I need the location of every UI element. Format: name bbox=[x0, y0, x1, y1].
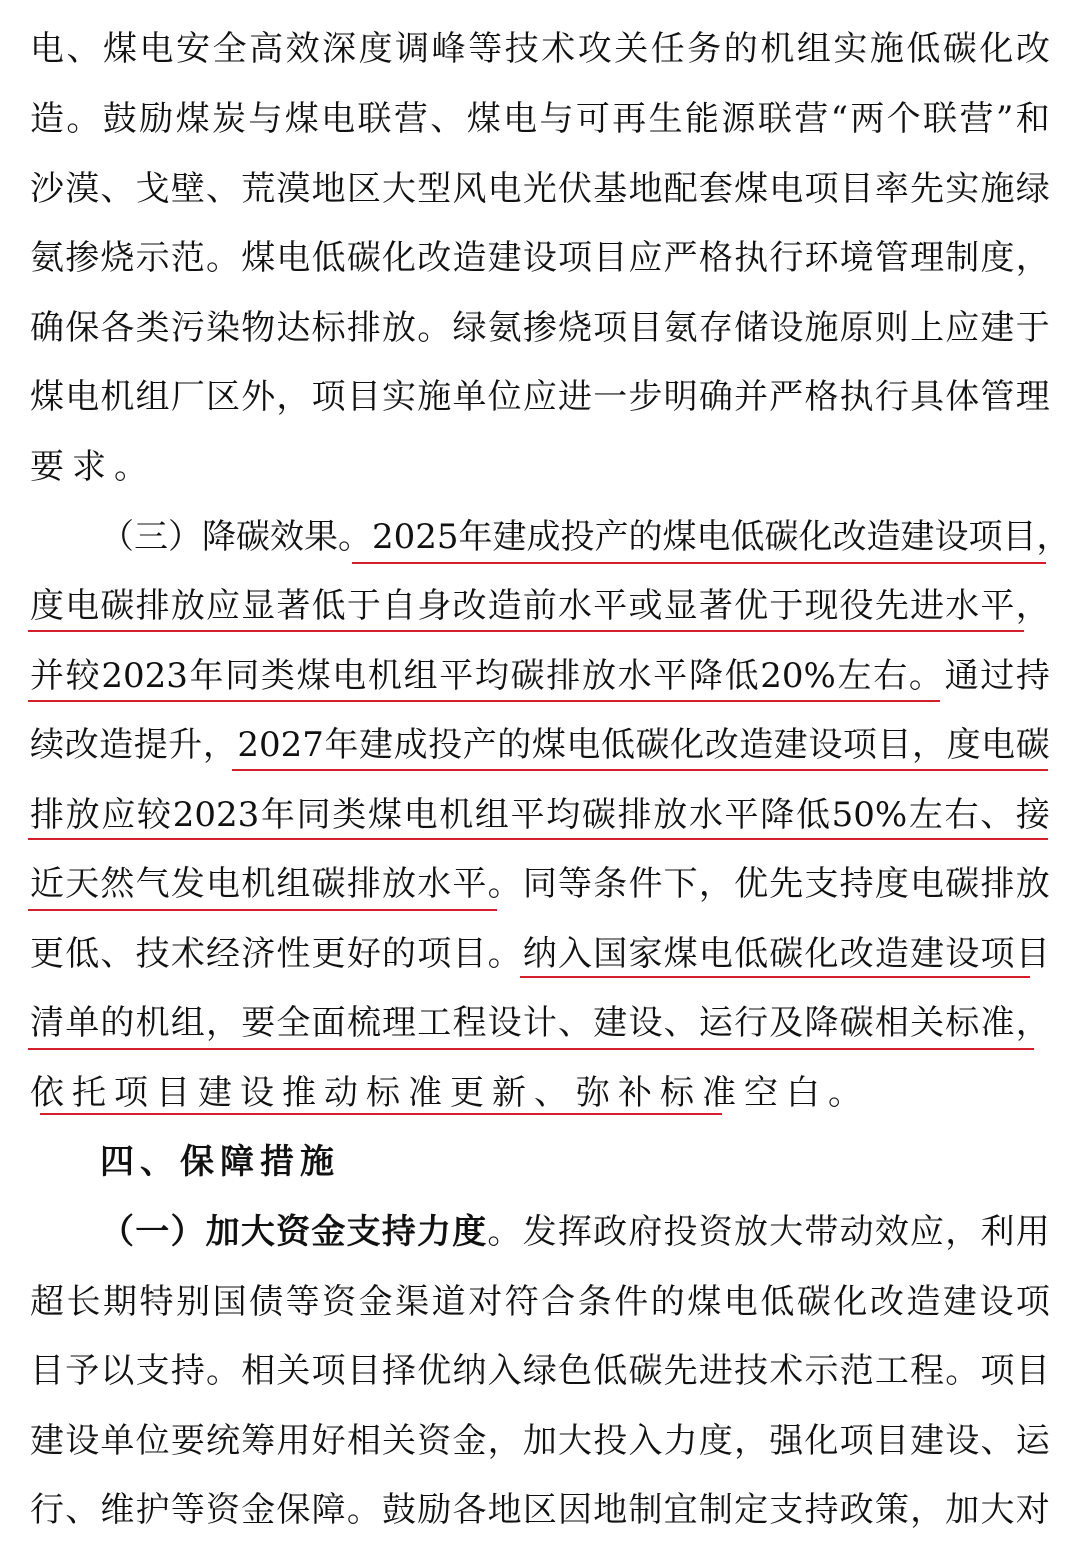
red-underline-annotation bbox=[40, 1113, 722, 1115]
text-line: 建 设 单 位 要 统 筹 用 好 相 关 资 金 ， 加 大 投 入 力 度 ， 强 化 项 目 建 设 、 运 bbox=[30, 1421, 1050, 1461]
text-line: 氨 掺 烧 示 范 。 煤 电 低 碳 化 改 造 建 设 项 目 应 严 格 执 行 环 境 管 理 制 度 ， bbox=[30, 238, 1050, 278]
text-line: 超 长 期 特 别 国 债 等 资 金 渠 道 对 符 合 条 件 的 煤 电 低 碳 化 改 造 建 设 项 bbox=[30, 1282, 1050, 1322]
text-line: 造 。 鼓 励 煤 炭 与 煤 电 联 营 、 煤 电 与 可 再 生 能 源 联 营 “ 两 个 联 营 ” 和 bbox=[30, 99, 1050, 139]
text-line: 煤 电 机 组 厂 区 外 ， 项 目 实 施 单 位 应 进 一 步 明 确 并 严 格 执 行 具 体 管 理 bbox=[30, 377, 1050, 417]
text-line: 电 、 煤 电 安 全 高 效 深 度 调 峰 等 技 术 攻 关 任 务 的 机 组 实 施 低 碳 化 改 bbox=[30, 29, 1050, 69]
text-line: 更 低 、 技 术 经 济 性 更 好 的 项 目 。 纳 入 国 家 煤 电 低 碳 化 改 造 建 设 项 目 bbox=[30, 934, 1050, 974]
red-underline-annotation bbox=[28, 909, 497, 911]
text-line: 确 保 各 类 污 染 物 达 标 排 放 。 绿 氨 掺 烧 项 目 氨 存 储 设 施 原 则 上 应 建 于 bbox=[30, 308, 1050, 348]
red-underline-annotation bbox=[28, 838, 1048, 840]
text-line: 度 电 碳 排 放 应 显 著 低 于 自 身 改 造 前 水 平 或 显 著 优 于 现 役 先 进 水 平 ， bbox=[30, 586, 1050, 626]
red-underline-annotation bbox=[28, 700, 940, 702]
text-line: 排 放 应 较 2023 年 同 类 煤 电 机 组 平 均 碳 排 放 水 平 降 低 50% 左 右 、 接 bbox=[30, 795, 1050, 835]
text-line: 近 天 然 气 发 电 机 组 碳 排 放 水 平 。 同 等 条 件 下 ， 优 先 支 持 度 电 碳 排 放 bbox=[30, 864, 1050, 904]
text-line: 续 改 造 提 升 ， 2027 年 建 成 投 产 的 煤 电 低 碳 化 改 造 建 设 项 目 ， 度 电 碳 bbox=[30, 725, 1050, 765]
text-line: 沙 漠 、 戈 壁 、 荒 漠 地 区 大 型 风 电 光 伏 基 地 配 套 煤 电 项 目 率 先 实 施 绿 bbox=[30, 169, 1050, 209]
text-line: 清 单 的 机 组 ， 要 全 面 梳 理 工 程 设 计 、 建 设 、 运 行 及 降 碳 相 关 标 准 ， bbox=[30, 1003, 1050, 1043]
red-underline-annotation bbox=[28, 630, 1024, 632]
text-line: 并 较 2023 年 同 类 煤 电 机 组 平 均 碳 排 放 水 平 降 低 20% 左 右 。 通 过 持 bbox=[30, 656, 1050, 696]
red-underline-annotation bbox=[232, 769, 1048, 771]
text-line: 目 予 以 支 持 。 相 关 项 目 择 优 纳 入 绿 色 低 碳 先 进 技 术 示 范 工 程 。 项 目 bbox=[30, 1351, 1050, 1391]
section-heading: 四 、 保 障 措 施 bbox=[100, 1142, 334, 1182]
text-line: 行 、 维 护 等 资 金 保 障 。 鼓 励 各 地 区 因 地 制 宜 制 定 支 持 政 策 ， 加 大 对 bbox=[30, 1490, 1050, 1530]
text-line: （ 三 ） 降 碳 效 果 。 2025 年 建 成 投 产 的 煤 电 低 碳 化 改 造 建 设 项 目 ， bbox=[100, 517, 1071, 557]
red-underline-annotation bbox=[352, 562, 1046, 564]
text-line: 要 求 。 bbox=[30, 447, 148, 487]
red-underline-annotation bbox=[520, 976, 1030, 978]
text-line: 依 托 项 目 建 设 推 动 标 准 更 新 、 弥 补 标 准 空 白 。 bbox=[30, 1073, 862, 1113]
red-underline-annotation bbox=[28, 1048, 1034, 1050]
text-line: （ 一 ） 加 大 资 金 支 持 力 度 。 发 挥 政 府 投 资 放 大 带 动 效 应 ， 利 用 bbox=[100, 1212, 1050, 1252]
